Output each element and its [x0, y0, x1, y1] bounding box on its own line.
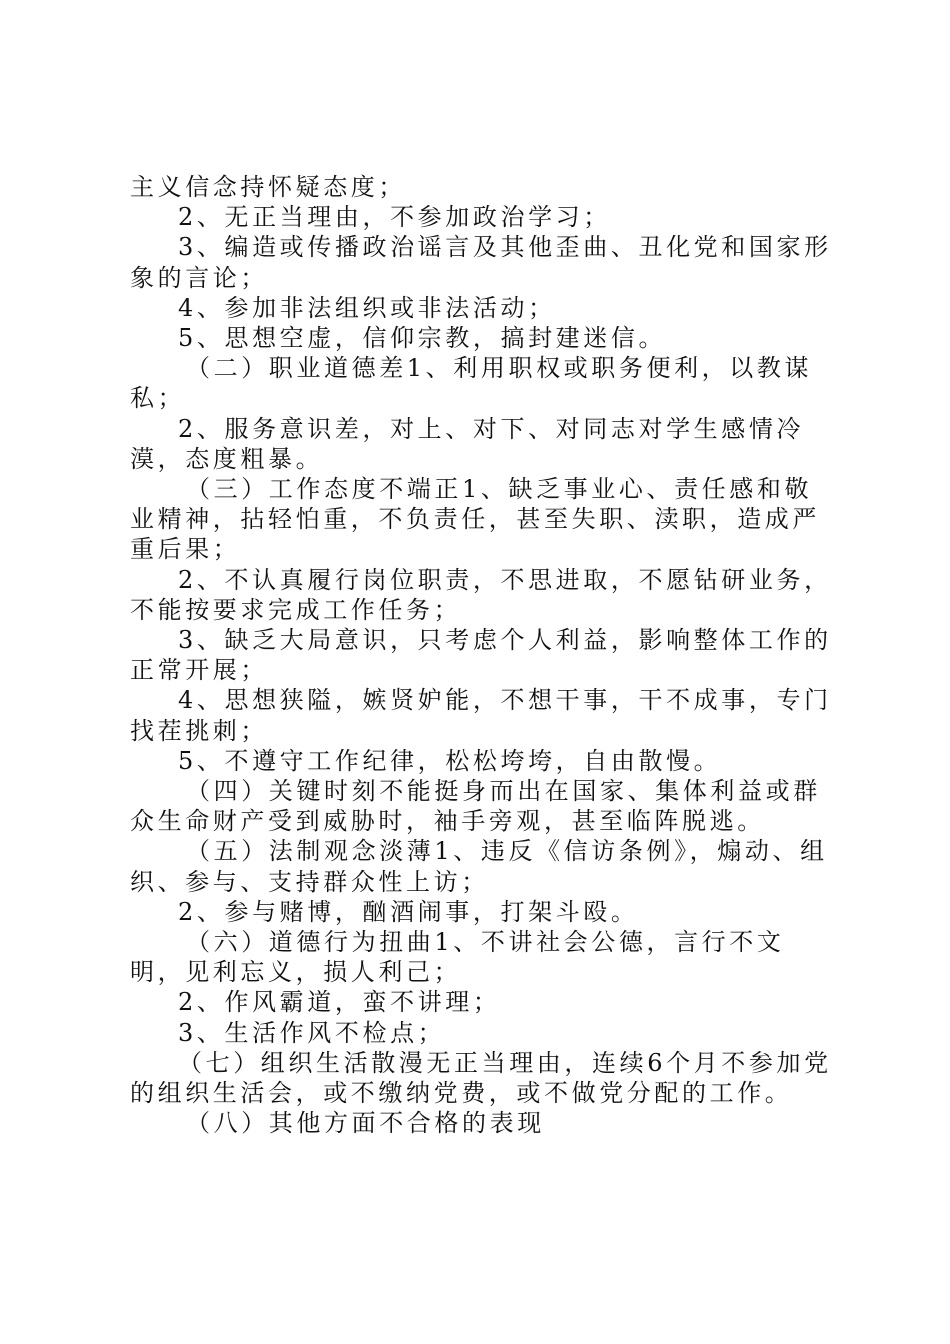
paragraph-item: 3、缺乏大局意识，只考虑个人利益，影响整体工作的正常开展；: [130, 626, 832, 685]
section-heading-paragraph: （七）组织生活散漫无正当理由，连续6个月不参加党的组织生活会，或不缴纳党费，或不做党分配的工作。: [130, 1048, 832, 1108]
section-heading-paragraph: （八）其他方面不合格的表现: [186, 1109, 545, 1138]
paragraph-item: 4、思想狭隘，嫉贤妒能，不想干事，干不成事，专门找茬挑刺；: [130, 686, 832, 745]
paragraph-item: 4、参加非法组织或非法活动；: [178, 293, 556, 322]
paragraph-item: 2、作风霸道，蛮不讲理；: [178, 988, 501, 1017]
paragraph-item: 5、不遵守工作纪律，松松垮垮，自由散慢。: [178, 746, 722, 775]
section-heading-paragraph: （五）法制观念淡薄1、违反《信访条例》，煽动、组织、参与、支持群众性上访；: [130, 837, 828, 896]
paragraph-continuation: 主义信念持怀疑态度；: [130, 173, 406, 201]
section-heading-paragraph: （六）道德行为扭曲1、不讲社会公德，言行不文明，见利忘义，损人利己；: [130, 928, 785, 987]
section-heading-paragraph: （二）职业道德差1、利用职权或职务便利，以教谋私；: [130, 354, 813, 413]
paragraph-item: 2、服务意识差，对上、对下、对同志对学生感情冷漠，态度粗暴。: [130, 414, 805, 473]
section-heading-paragraph: （四）关键时刻不能挺身而出在国家、集体利益或群众生命财产受到威胁时，袖手旁观，甚至临阵脱逃。: [130, 777, 821, 836]
section-heading-paragraph: （三）工作态度不端正1、缺乏事业心、责任感和敬业精神，拈轻怕重，不负责任，甚至失职、渎职，造成严重后果；: [130, 475, 820, 564]
paragraph-item: 3、编造或传播政治谣言及其他歪曲、丑化党和国家形象的言论；: [130, 233, 832, 292]
paragraph-item: 3、生活作风不检点；: [178, 1018, 446, 1047]
paragraph-item: 2、参与赌博，酗酒闹事，打架斗殴。: [178, 897, 639, 926]
paragraph-item: 2、无正当理由，不参加政治学习；: [178, 203, 611, 232]
paragraph-item: 5、思想空虚，信仰宗教，搞封建迷信。: [178, 324, 667, 353]
paragraph-item: 2、不认真履行岗位职责，不思进取，不愿钻研业务，不能按要求完成工作任务；: [130, 565, 832, 624]
document-body: [130, 172, 835, 1139]
